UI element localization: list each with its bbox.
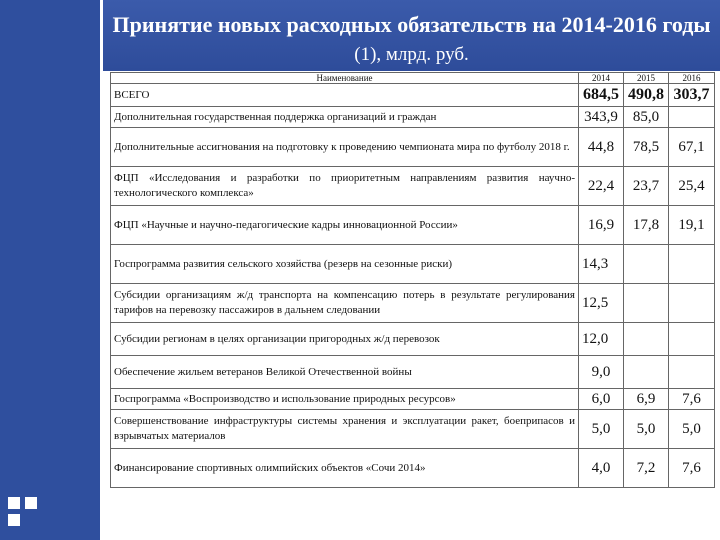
- row-name: Госпрограмма развития сельского хозяйства (резерв на сезонные риски): [111, 245, 579, 284]
- value-2016: 67,1: [669, 128, 715, 167]
- value-2014: 343,9: [579, 107, 624, 128]
- header-name: Наименование: [111, 73, 579, 84]
- value-2015: [624, 245, 669, 284]
- row-name: Совершенствование инфраструктуры системы хранения и эксплуатации ракет, боеприпасов и взрывчатых материалов: [111, 410, 579, 449]
- value-2014: 5,0: [579, 410, 624, 449]
- header-2015: 2015: [624, 73, 669, 84]
- table-row: [111, 323, 715, 356]
- row-name: ВСЕГО: [111, 84, 579, 107]
- slide-title-text: Принятие новых расходных обязательств на 2014-2016 годы: [112, 12, 711, 37]
- value-2014: 684,5: [579, 84, 624, 107]
- value-2016: 25,4: [669, 167, 715, 206]
- logo-squares-icon: [8, 497, 46, 535]
- value-2016: [669, 245, 715, 284]
- row-name: Субсидии регионам в целях организации пригородных ж/д перевозок: [111, 323, 579, 356]
- value-2014: 4,0: [579, 449, 624, 488]
- table-row: [111, 356, 715, 389]
- table-row: [111, 84, 715, 107]
- value-2015: 78,5: [624, 128, 669, 167]
- table-row: [111, 128, 715, 167]
- value-2015: 7,2: [624, 449, 669, 488]
- table-row: [111, 284, 715, 323]
- row-name: Финансирование спортивных олимпийских объектов «Сочи 2014»: [111, 449, 579, 488]
- table-row: [111, 449, 715, 488]
- slide-header: [103, 0, 720, 71]
- slide-title-unit: (1), млрд. руб.: [354, 44, 469, 65]
- row-name: Субсидии организациям ж/д транспорта на компенсацию потерь в результате регулирования тарифов на перевозку пассажиров в дальнем следовании: [111, 284, 579, 323]
- value-2014: 44,8: [579, 128, 624, 167]
- row-name: Госпрограмма «Воспроизводство и использование природных ресурсов»: [111, 389, 579, 410]
- header-2014: 2014: [579, 73, 624, 84]
- value-2014: 6,0: [579, 389, 624, 410]
- table-row: [111, 389, 715, 410]
- left-sidebar: [0, 0, 100, 540]
- value-2016: [669, 323, 715, 356]
- value-2016: [669, 107, 715, 128]
- value-2015: [624, 323, 669, 356]
- value-2016: 19,1: [669, 206, 715, 245]
- obligations-table: [110, 72, 715, 488]
- value-2015: [624, 284, 669, 323]
- header-2016: 2016: [669, 73, 715, 84]
- value-2016: 7,6: [669, 449, 715, 488]
- value-2015: 5,0: [624, 410, 669, 449]
- value-2015: 85,0: [624, 107, 669, 128]
- table-row: [111, 245, 715, 284]
- table-row: [111, 206, 715, 245]
- table-row: [111, 410, 715, 449]
- value-2015: 6,9: [624, 389, 669, 410]
- row-name: Дополнительная государственная поддержка организаций и граждан: [111, 107, 579, 128]
- value-2016: [669, 284, 715, 323]
- sidebar-divider: [100, 0, 103, 540]
- value-2014: 12,0: [579, 323, 624, 356]
- table-row: [111, 107, 715, 128]
- value-2014: 12,5: [579, 284, 624, 323]
- value-2016: 7,6: [669, 389, 715, 410]
- row-name: Обеспечение жильем ветеранов Великой Отечественной войны: [111, 356, 579, 389]
- value-2014: 14,3: [579, 245, 624, 284]
- value-2014: 16,9: [579, 206, 624, 245]
- value-2016: 303,7: [669, 84, 715, 107]
- value-2015: 490,8: [624, 84, 669, 107]
- row-name: ФЦП «Исследования и разработки по приоритетным направлениям развития научно-технологического комплекса»: [111, 167, 579, 206]
- value-2015: 17,8: [624, 206, 669, 245]
- value-2016: [669, 356, 715, 389]
- value-2015: [624, 356, 669, 389]
- table-row: [111, 167, 715, 206]
- value-2014: 9,0: [579, 356, 624, 389]
- slide-title: [103, 12, 720, 68]
- value-2014: 22,4: [579, 167, 624, 206]
- row-name: Дополнительные ассигнования на подготовку к проведению чемпионата мира по футболу 2018 г.: [111, 128, 579, 167]
- value-2015: 23,7: [624, 167, 669, 206]
- row-name: ФЦП «Научные и научно-педагогические кадры инновационной России»: [111, 206, 579, 245]
- value-2016: 5,0: [669, 410, 715, 449]
- table-header-row: [111, 73, 715, 84]
